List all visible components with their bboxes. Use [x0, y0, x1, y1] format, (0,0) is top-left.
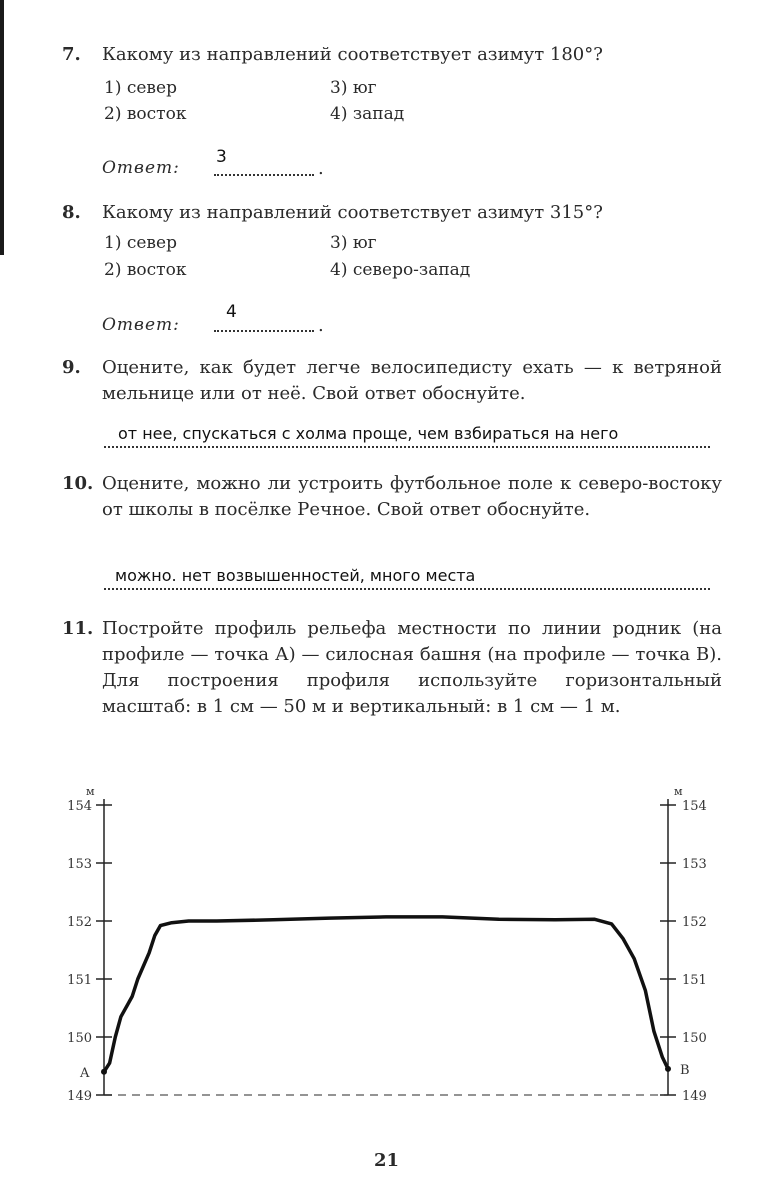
- answer-text[interactable]: от нее, спускаться с холма проще, чем взбираться на него: [118, 424, 619, 443]
- tick-label-right: 150: [682, 1031, 707, 1046]
- question-10: [62, 471, 722, 551]
- option-2: 2) восток: [104, 260, 187, 280]
- period: .: [318, 158, 324, 179]
- answer-line: [214, 330, 314, 332]
- question-number: 8.: [62, 202, 81, 223]
- page-number: 21: [374, 1150, 400, 1171]
- tick-label-right: 151: [682, 973, 707, 988]
- tick-label-left: 149: [67, 1089, 92, 1104]
- tick-label-right: 153: [682, 857, 707, 872]
- tick-label-left: 150: [67, 1031, 92, 1046]
- question-number: 9.: [62, 357, 81, 378]
- answer-label: Ответ:: [102, 315, 180, 335]
- option-1: 1) север: [104, 78, 177, 98]
- profile-line: [104, 917, 668, 1072]
- answer-line: [104, 446, 710, 448]
- question-number: 7.: [62, 44, 81, 65]
- tick-label-left: 151: [67, 973, 92, 988]
- option-2: 2) восток: [104, 104, 187, 124]
- question-text: Постройте профиль рельефа местности по линии родник (на профиле — точка А) — силосная башня (на профиле — точка В). Для построения профиля используйте горизонтальный масштаб: в 1 см — 50 м и вертикальный: в 1 см — 1 м.: [102, 618, 722, 717]
- tick-label-right: 149: [682, 1089, 707, 1104]
- answer-value[interactable]: 4: [226, 302, 237, 322]
- question-number: 11.: [62, 618, 94, 639]
- tick-label-left: 153: [67, 857, 92, 872]
- y-unit-left: м: [86, 785, 95, 798]
- question-text: Какому из направлений соответствует азимут 315°?: [102, 202, 603, 223]
- option-3: 3) юг: [330, 233, 377, 253]
- tick-label-left: 154: [67, 799, 92, 814]
- relief-profile-chart: [0, 775, 767, 1135]
- option-4: 4) запад: [330, 104, 405, 124]
- question-9: [62, 355, 722, 415]
- y-unit-right: м: [674, 785, 683, 798]
- tick-label-right: 154: [682, 799, 707, 814]
- answer-line: [214, 174, 314, 176]
- option-4: 4) северо-запад: [330, 260, 471, 280]
- point-a-label: A: [80, 1065, 90, 1081]
- answer-text[interactable]: можно. нет возвышенностей, много места: [115, 566, 476, 585]
- answer-label: Ответ:: [102, 158, 180, 178]
- answer-line: [104, 588, 710, 590]
- question-text: Оцените, можно ли устроить футбольное поле к северо-востоку от школы в посёлке Речное. Свой ответ обоснуйте.: [102, 473, 722, 520]
- question-11: [62, 616, 722, 746]
- question-text: Оцените, как будет легче велосипедисту ехать — к ветряной мельнице или от неё. Свой ответ обоснуйте.: [102, 357, 722, 404]
- point-b-label: B: [680, 1062, 690, 1078]
- tick-label-right: 152: [682, 915, 707, 930]
- page-edge-shadow: [0, 0, 4, 255]
- answer-value[interactable]: 3: [216, 147, 227, 167]
- question-number: 10.: [62, 473, 94, 494]
- option-3: 3) юг: [330, 78, 377, 98]
- question-text: Какому из направлений соответствует азимут 180°?: [102, 44, 603, 65]
- tick-label-left: 152: [67, 915, 92, 930]
- option-1: 1) север: [104, 233, 177, 253]
- period: .: [318, 315, 324, 336]
